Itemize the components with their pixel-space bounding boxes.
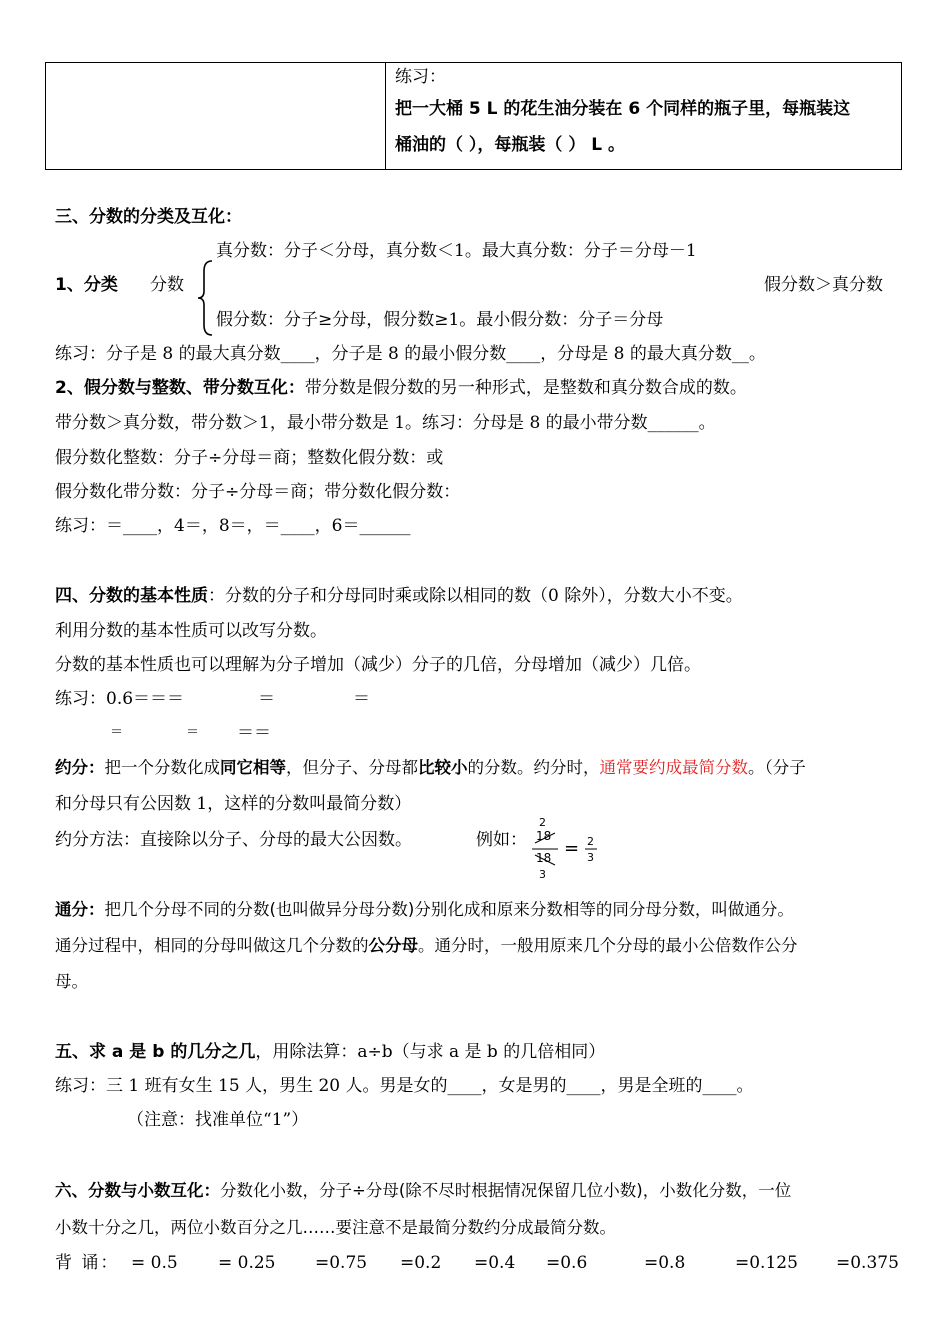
table-problem-line1: 把一大桶 5 L 的花生油分装在 6 个同样的瓶子里，每瓶装这 <box>395 99 851 119</box>
frac-bottom-small: 3 <box>539 868 546 881</box>
common-denominator-head: 通分： <box>55 900 105 919</box>
simplest-fraction-def: 和分母只有公因数 1，这样的分数叫最简分数） <box>55 794 412 814</box>
conversion-text: 带分数是假分数的另一种形式，是整数和真分数合成的数。 <box>304 378 747 398</box>
section4-line2: 利用分数的基本性质可以改写分数。 <box>55 621 327 641</box>
section4-text: ：分数的分子和分母同时乘或除以相同的数（0 除外），分数大小不变。 <box>208 586 743 606</box>
section5-line <box>55 1041 605 1063</box>
recite-value: = 0.25 <box>218 1253 276 1273</box>
section3-title: 三、分数的分类及互化： <box>55 207 242 227</box>
reduction-t1: 把一个分数化成 <box>104 758 220 777</box>
frac-equals: = <box>564 838 580 859</box>
section6-line <box>55 1180 791 1202</box>
improper-gt-proper: 假分数＞真分数 <box>764 275 883 295</box>
common-denominator-line2 <box>55 935 798 957</box>
recite-value: =0.125 <box>735 1253 798 1273</box>
frac-numerator: 18 <box>536 829 552 843</box>
recite-value: =0.6 <box>546 1253 588 1273</box>
section6-head: 六、分数与小数互化： <box>55 1181 220 1200</box>
improper-to-mixed: 假分数化带分数：分子÷分母＝商；带分数化假分数： <box>55 482 461 502</box>
frac-top-small: 2 <box>539 816 546 829</box>
improper-to-integer: 假分数化整数：分子÷分母＝商；整数化假分数：或 <box>55 448 444 468</box>
reduction-bold2: 比较小 <box>418 758 468 777</box>
property-practice-label: 练习：0.6＝＝＝ <box>55 689 185 709</box>
reduction-method: 约分方法：直接除以分子、分母的最大公因数。 <box>55 830 412 850</box>
mixed-number-line: 带分数＞真分数，带分数＞1，最小带分数是 1。练习：分母是 8 的最小带分数______。 <box>55 413 716 433</box>
example-label: 例如： <box>476 830 527 850</box>
recite-value: =0.375 <box>836 1253 899 1273</box>
improper-fraction-def: 假分数：分子≥分母，假分数≥1。最小假分数：分子＝分母 <box>216 310 664 330</box>
reduction-t2: ，但分子、分母都 <box>286 758 418 777</box>
property-eq-5: ＝＝ <box>237 723 271 743</box>
recite-label: 背 诵： <box>55 1253 120 1273</box>
section5-practice: 练习：三 1 班有女生 15 人，男生 20 人。男是女的____，女是男的____，男是全班的____。 <box>55 1076 754 1096</box>
conversion-head: 2、假分数与整数、带分数互化： <box>55 378 305 398</box>
conversion-line <box>55 377 747 399</box>
section4-line <box>55 585 743 607</box>
section4-head: 四、分数的基本性质 <box>55 586 208 606</box>
section6-line2: 小数十分之几，两位小数百分之几……要注意不是最简分数约分成最简分数。 <box>55 1218 616 1237</box>
table-divider <box>385 63 386 169</box>
common-denominator-t2a: 通分过程中，相同的分母叫做这几个分数的 <box>55 936 369 955</box>
section5-head: 五、求 a 是 b 的几分之几 <box>55 1042 256 1062</box>
classify-label: 1、分类 <box>55 275 118 295</box>
reduction-example <box>526 818 606 882</box>
common-denominator-text: 把几个分母不同的分数(也叫做异分母分数)分别化成和原来分数相等的同分母分数，叫做通分。 <box>104 900 794 919</box>
reduction-t3: 的分数。约分时， <box>467 758 600 777</box>
practice-1: 练习：分子是 8 的最大真分数____，分子是 8 的最小假分数____，分母是 8 的最大真分数__。 <box>55 344 766 364</box>
reduction-t4: 。（分子 <box>748 758 806 777</box>
table-practice-label: 练习： <box>395 67 446 87</box>
recite-value: =0.2 <box>400 1253 442 1273</box>
recite-value: =0.8 <box>644 1253 686 1273</box>
section5-note: （注意：找准单位“1”） <box>127 1110 309 1130</box>
property-eq-2: ＝ <box>353 689 370 709</box>
table-problem-line2: 桶油的（ ），每瓶装（ ） L 。 <box>395 135 626 155</box>
proper-fraction-def: 真分数：分子＜分母，真分数＜1。最大真分数：分子＝分母－1 <box>216 241 697 261</box>
reduction-line <box>55 757 806 779</box>
recite-value: =0.4 <box>474 1253 516 1273</box>
common-denominator-line <box>55 899 794 921</box>
reduction-head: 约分： <box>55 758 105 777</box>
common-denominator-line3: 母。 <box>55 972 88 991</box>
property-eq-4: ＝ <box>186 725 200 740</box>
frac-result-den: 3 <box>587 851 594 864</box>
common-denominator-t2b: 。通分时，一般用原来几个分母的最小公倍数作公分 <box>418 936 798 955</box>
recite-value: =0.75 <box>315 1253 368 1273</box>
section4-line3: 分数的基本性质也可以理解为分子增加（减少）分子的几倍，分母增加（减少）几倍。 <box>55 655 701 675</box>
property-eq-1: ＝ <box>258 689 275 709</box>
fraction-word: 分数 <box>150 275 184 295</box>
frac-denominator: 18 <box>536 851 552 865</box>
reduction-bold1: 同它相等 <box>220 758 286 777</box>
common-denominator-bold: 公分母 <box>368 936 418 955</box>
recite-value: = 0.5 <box>131 1253 178 1273</box>
section6-text: 分数化小数，分子÷分母(除不尽时根据情况保留几位小数)，小数化分数，一位 <box>220 1181 792 1200</box>
brace-icon <box>196 259 214 337</box>
section5-text: ，用除法算：a÷b（与求 a 是 b 的几倍相同） <box>255 1042 606 1062</box>
practice-2: 练习：＝____，4＝，8＝，＝____，6＝______ <box>55 516 411 536</box>
property-eq-3: ＝ <box>110 725 124 740</box>
reduction-red: 通常要约成最简分数 <box>599 758 748 777</box>
frac-result-num: 2 <box>587 835 594 848</box>
